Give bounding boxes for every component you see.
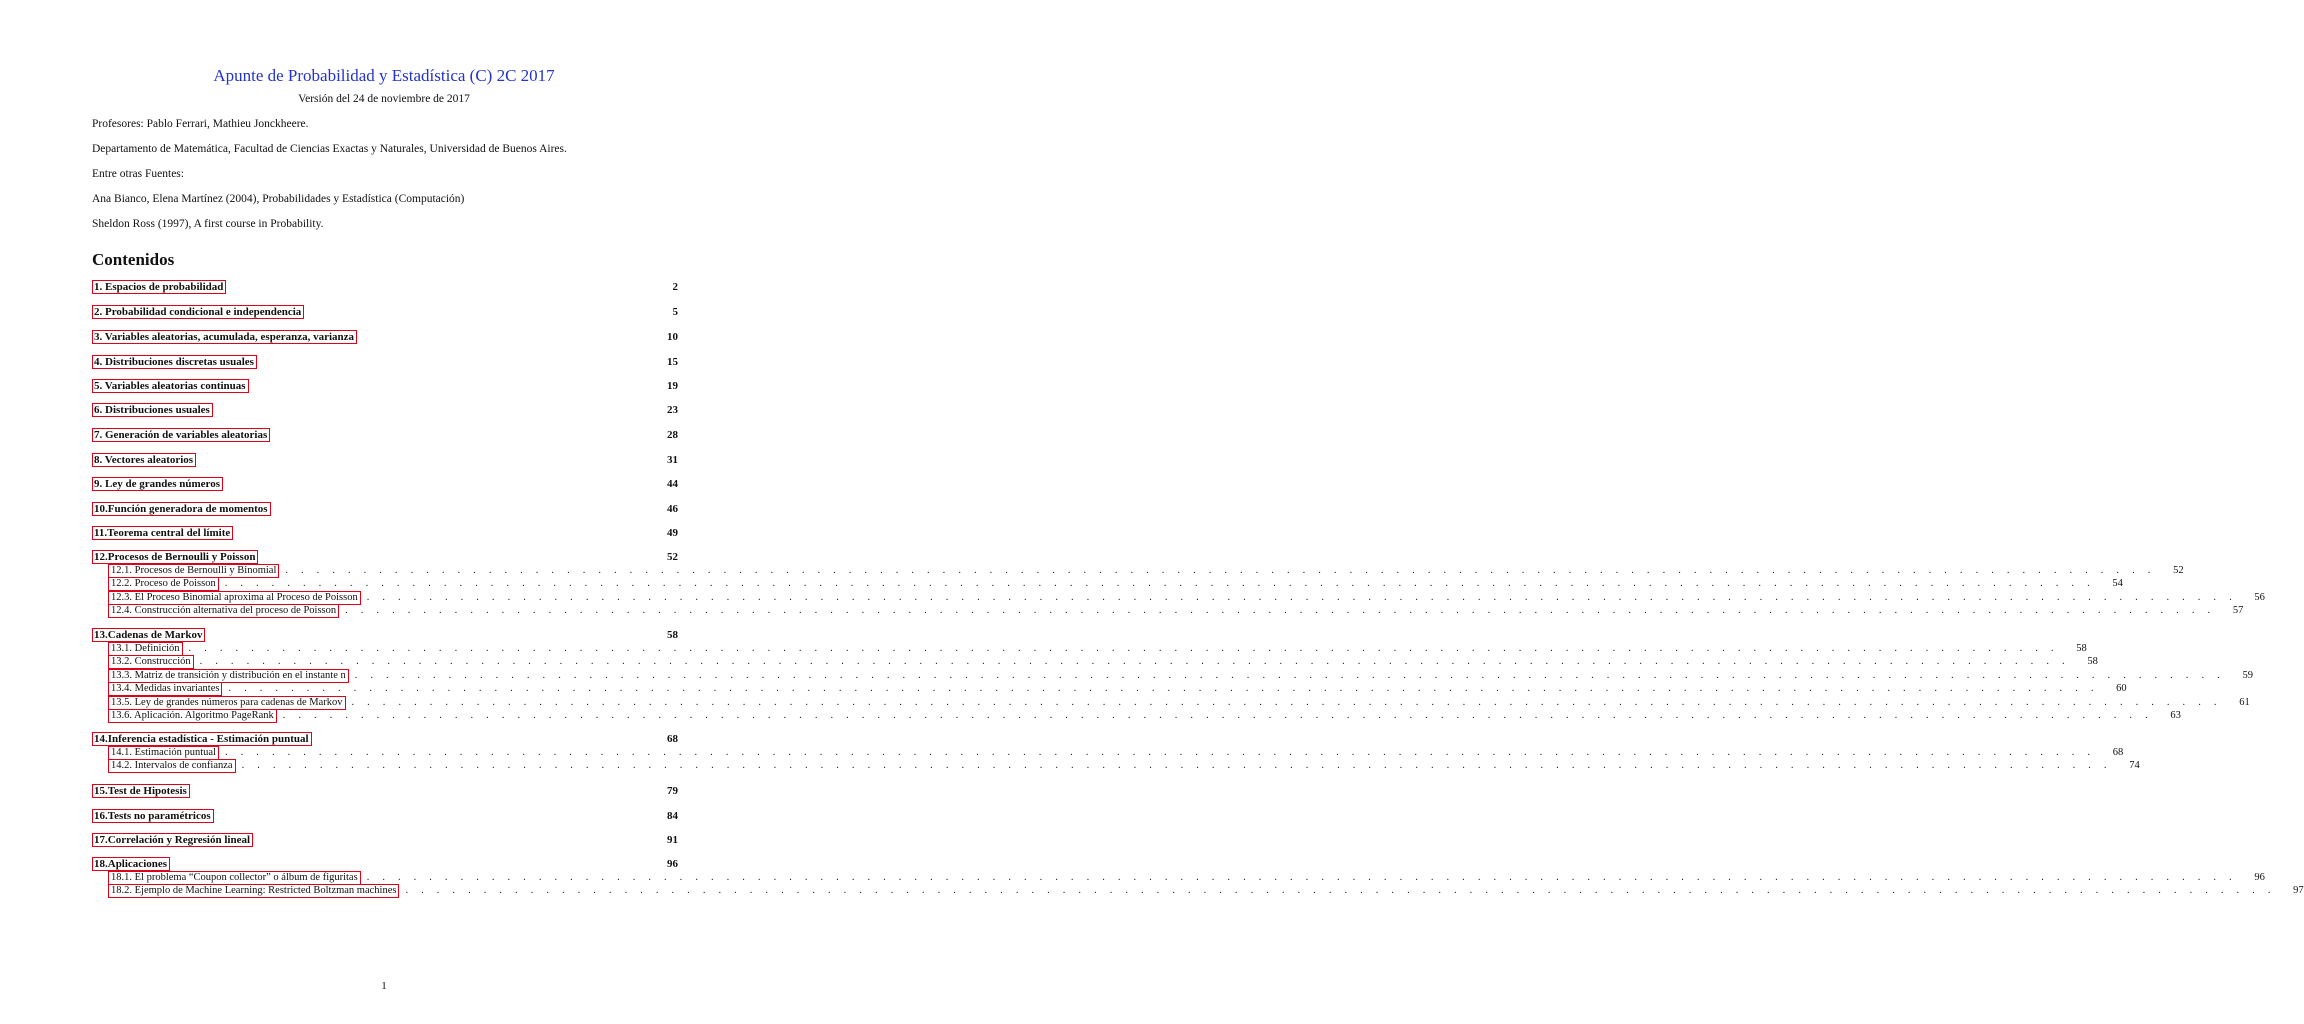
toc-page-number: 19 — [667, 380, 678, 392]
toc-leader-dots: . . . . . . . . . . . . . . . . . . . . . . . . . . . . . . . . . . . . . . . . . . . . . . . . . . . . . . . . . . . . . . . . . . . . . . . . . . . . . . . . . . . . . . . . . . . . . . . . . . . . . . . . . . . . . . . . . . . . . . . . — [366, 591, 2237, 603]
toc-section-link[interactable]: 5. Variables aleatorias continuas — [92, 379, 249, 393]
toc-page-number: 57 — [2232, 605, 2244, 617]
toc-section-link[interactable]: 18.Aplicaciones — [92, 857, 170, 871]
toc-leader-dots: . . . . . . . . . . . . . . . . . . . . . . . . . . . . . . . . . . . . . . . . . . . . . . . . . . . . . . . . . . . . . . . . . . . . . . . . . . . . . . . . . . . . . . . . . . . . . . . . . . . . . . . . . . . . . . . . . . . . . . . . — [285, 565, 2156, 576]
toc-section — [92, 305, 678, 319]
toc-subsection — [92, 759, 2140, 773]
toc-subsection-link[interactable]: 14.1. Estimación puntual — [108, 746, 219, 760]
toc-subsection-link[interactable]: 12.3. El Proceso Binomial aproxima al Proceso de Poisson — [108, 591, 361, 605]
sources-label: Entre otras Fuentes: — [92, 168, 184, 180]
toc-subsection — [92, 669, 2253, 683]
professors-line: Profesores: Pablo Ferrari, Mathieu Jonckheere. — [92, 118, 309, 130]
toc-page-number: 59 — [2242, 669, 2253, 681]
toc-page-number: 79 — [667, 785, 678, 797]
toc-section — [92, 833, 678, 847]
toc-section-link[interactable]: 1. Espacios de probabilidad — [92, 280, 226, 294]
toc-page-number: 63 — [2170, 710, 2181, 721]
toc-section-link[interactable]: 10.Función generadora de momentos — [92, 502, 271, 516]
toc-subsection-link[interactable]: 12.1. Procesos de Bernoulli y Binomial — [108, 564, 279, 578]
toc-subsection-link[interactable]: 13.2. Construcción — [108, 655, 194, 669]
toc-section — [92, 526, 678, 540]
toc-section — [92, 857, 678, 871]
toc-section — [92, 477, 678, 491]
toc-leader-dots: . . . . . . . . . . . . . . . . . . . . . . . . . . . . . . . . . . . . . . . . . . . . . . . . . . . . . . . . . . . . . . . . . . . . . . . . . . . . . . . . . . . . . . . . . . . . . . . . . . . . . . . . . . . . . . . . . . . . . . . . — [241, 760, 2112, 772]
toc-section — [92, 784, 678, 798]
toc-page-number: 60 — [2116, 683, 2127, 695]
toc-page-number: 58 — [2087, 656, 2098, 668]
toc-subsection — [92, 696, 2250, 710]
source-2: Sheldon Ross (1997), A first course in Probability. — [92, 218, 324, 230]
toc-section-link[interactable]: 13.Cadenas de Markov — [92, 628, 205, 642]
toc-page-number: 28 — [667, 429, 678, 441]
toc-subsection — [92, 871, 2265, 885]
toc-section-link[interactable]: 6. Distribuciones usuales — [92, 403, 213, 417]
toc-section — [92, 403, 678, 417]
toc-leader-dots: . . . . . . . . . . . . . . . . . . . . . . . . . . . . . . . . . . . . . . . . . . . . . . . . . . . . . . . . . . . . . . . . . . . . . . . . . . . . . . . . . . . . . . . . . . . . . . . . . . . . . . . . . . . . . . . . . . . . . . . . — [282, 710, 2153, 721]
toc-page-number: 91 — [667, 834, 678, 846]
toc-page-number: 56 — [2254, 591, 2265, 603]
toc-section — [92, 428, 678, 442]
toc-section — [92, 330, 678, 344]
toc-subsection — [92, 604, 2244, 618]
toc-subsection — [92, 655, 2098, 669]
toc-subsection — [92, 682, 2127, 696]
toc-page-number: 61 — [2239, 696, 2250, 708]
toc-section-link[interactable]: 11.Teorema central del límite — [92, 526, 233, 540]
toc-leader-dots: . . . . . . . . . . . . . . . . . . . . . . . . . . . . . . . . . . . . . . . . . . . . . . . . . . . . . . . . . . . . . . . . . . . . . . . . . . . . . . . . . . . . . . . . . . . . . . . . . . . . . . . . . . . . . . . . . . . . . . . . — [188, 643, 2059, 654]
toc-subsection-link[interactable]: 12.4. Construcción alternativa del proceso de Poisson — [108, 604, 339, 618]
toc-section-link[interactable]: 17.Correlación y Regresión lineal — [92, 833, 253, 847]
toc-page-number: 96 — [667, 858, 678, 870]
toc-section — [92, 550, 678, 564]
toc-leader-dots: . . . . . . . . . . . . . . . . . . . . . . . . . . . . . . . . . . . . . . . . . . . . . . . . . . . . . . . . . . . . . . . . . . . . . . . . . . . . . . . . . . . . . . . . . . . . . . . . . . . . . . . . . . . . . . . . . . . . . . . . — [345, 605, 2216, 617]
toc-leader-dots: . . . . . . . . . . . . . . . . . . . . . . . . . . . . . . . . . . . . . . . . . . . . . . . . . . . . . . . . . . . . . . . . . . . . . . . . . . . . . . . . . . . . . . . . . . . . . . . . . . . . . . . . . . . . . . . . . . . . . . . . — [199, 656, 2070, 668]
toc-page-number: 46 — [667, 503, 678, 515]
toc-section — [92, 628, 678, 642]
toc-page-number: 23 — [667, 404, 678, 416]
toc-leader-dots: . . . . . . . . . . . . . . . . . . . . . . . . . . . . . . . . . . . . . . . . . . . . . . . . . . . . . . . . . . . . . . . . . . . . . . . . . . . . . . . . . . . . . . . . . . . . . . . . . . . . . . . . . . . . . . . . . . . . . . . . — [366, 872, 2237, 883]
document-title: Apunte de Probabilidad y Estadística (C) 2C 2017 — [213, 66, 555, 85]
toc-section-link[interactable]: 3. Variables aleatorias, acumulada, esperanza, varianza — [92, 330, 357, 344]
toc-subsection-link[interactable]: 12.2. Proceso de Poisson — [108, 577, 219, 591]
toc-section — [92, 379, 678, 393]
toc-subsection — [92, 746, 2124, 760]
toc-page-number: 10 — [667, 331, 678, 343]
toc-leader-dots: . . . . . . . . . . . . . . . . . . . . . . . . . . . . . . . . . . . . . . . . . . . . . . . . . . . . . . . . . . . . . . . . . . . . . . . . . . . . . . . . . . . . . . . . . . . . . . . . . . . . . . . . . . . . . . . . . . . . . . . . — [354, 669, 2225, 681]
toc-page-number: 68 — [2112, 747, 2124, 758]
toc-section — [92, 355, 678, 369]
toc-subsection-link[interactable]: 13.3. Matriz de transición y distribución en el instante n — [108, 669, 349, 683]
toc-page-number: 58 — [667, 629, 678, 641]
toc-subsection — [92, 709, 2181, 723]
toc-section — [92, 732, 678, 746]
toc-section — [92, 809, 678, 823]
contents-heading: Contenidos — [92, 250, 175, 269]
toc-subsection-link[interactable]: 18.2. Ejemplo de Machine Learning: Restricted Boltzman machines — [108, 884, 399, 898]
toc-page-number: 2 — [672, 281, 678, 293]
toc-leader-dots: . . . . . . . . . . . . . . . . . . . . . . . . . . . . . . . . . . . . . . . . . . . . . . . . . . . . . . . . . . . . . . . . . . . . . . . . . . . . . . . . . . . . . . . . . . . . . . . . . . . . . . . . . . . . . . . . . . . . . . . . — [225, 747, 2096, 758]
toc-section-link[interactable]: 2. Probabilidad condicional e independencia — [92, 305, 304, 319]
toc-section-link[interactable]: 8. Vectores aleatorios — [92, 453, 196, 467]
toc-section — [92, 502, 678, 516]
toc-subsection-link[interactable]: 13.6. Aplicación. Algoritmo PageRank — [108, 709, 277, 723]
toc-subsection — [92, 642, 2087, 656]
toc-subsection-link[interactable]: 13.1. Definición — [108, 642, 183, 656]
toc-page-number: 15 — [667, 356, 678, 368]
department-line: Departamento de Matemática, Facultad de Ciencias Exactas y Naturales, Universidad de Buenos Aires. — [92, 143, 567, 155]
toc-page-number: 52 — [2173, 565, 2184, 576]
toc-page-number: 54 — [2112, 578, 2123, 590]
toc-page-number: 5 — [672, 306, 678, 318]
toc-page-number: 68 — [667, 733, 678, 745]
source-1: Ana Bianco, Elena Martínez (2004), Probabilidades y Estadística (Computación) — [92, 193, 465, 205]
toc-page-number: 74 — [2129, 760, 2140, 772]
toc-subsection-link[interactable]: 13.5. Ley de grandes números para cadenas de Markov — [108, 696, 346, 710]
toc-subsection-link[interactable]: 14.2. Intervalos de confianza — [108, 759, 236, 773]
toc-page-number: 84 — [667, 810, 678, 822]
version-date: Versión del 24 de noviembre de 2017 — [298, 93, 470, 105]
toc-leader-dots: . . . . . . . . . . . . . . . . . . . . . . . . . . . . . . . . . . . . . . . . . . . . . . . . . . . . . . . . . . . . . . . . . . . . . . . . . . . . . . . . . . . . . . . . . . . . . . . . . . . . . . . . . . . . . . . . . . . . . . . . — [351, 696, 2222, 708]
toc-page-number: 31 — [667, 454, 678, 466]
toc-subsection — [92, 884, 2304, 898]
toc-subsection — [92, 591, 2265, 605]
toc-page-number: 52 — [667, 551, 678, 563]
toc-section-link[interactable]: 7. Generación de variables aleatorias — [92, 428, 270, 442]
toc-page-number: 58 — [2076, 643, 2087, 654]
toc-section-link[interactable]: 12.Procesos de Bernoulli y Poisson — [92, 550, 258, 564]
toc-leader-dots: . . . . . . . . . . . . . . . . . . . . . . . . . . . . . . . . . . . . . . . . . . . . . . . . . . . . . . . . . . . . . . . . . . . . . . . . . . . . . . . . . . . . . . . . . . . . . . . . . . . . . . . . . . . . . . . . . . . . . . . . — [224, 578, 2095, 590]
toc-section-link[interactable]: 14.Inferencia estadística - Estimación puntual — [92, 732, 312, 746]
toc-section-link[interactable]: 16.Tests no paramétricos — [92, 809, 214, 823]
page-number: 1 — [381, 980, 387, 992]
toc-page-number: 49 — [667, 527, 678, 539]
toc-leader-dots: . . . . . . . . . . . . . . . . . . . . . . . . . . . . . . . . . . . . . . . . . . . . . . . . . . . . . . . . . . . . . . . . . . . . . . . . . . . . . . . . . . . . . . . . . . . . . . . . . . . . . . . . . . . . . . . . . . . . . . . . — [405, 885, 2276, 897]
toc-section-link[interactable]: 4. Distribuciones discretas usuales — [92, 355, 257, 369]
toc-page-number: 44 — [667, 478, 678, 490]
toc-section — [92, 453, 678, 467]
toc-section-link[interactable]: 9. Ley de grandes números — [92, 477, 223, 491]
toc-section — [92, 280, 678, 294]
toc-subsection-link[interactable]: 13.4. Medidas invariantes — [108, 682, 222, 696]
toc-leader-dots: . . . . . . . . . . . . . . . . . . . . . . . . . . . . . . . . . . . . . . . . . . . . . . . . . . . . . . . . . . . . . . . . . . . . . . . . . . . . . . . . . . . . . . . . . . . . . . . . . . . . . . . . . . . . . . . . . . . . . . . . — [228, 683, 2099, 695]
toc-subsection — [92, 577, 2123, 591]
toc-subsection-link[interactable]: 18.1. El problema “Coupon collector” o álbum de figuritas — [108, 871, 361, 885]
toc-page-number: 96 — [2254, 872, 2265, 883]
toc-page-number: 97 — [2293, 885, 2304, 897]
toc-subsection — [92, 564, 2184, 578]
toc-section-link[interactable]: 15.Test de Hipotesis — [92, 784, 190, 798]
